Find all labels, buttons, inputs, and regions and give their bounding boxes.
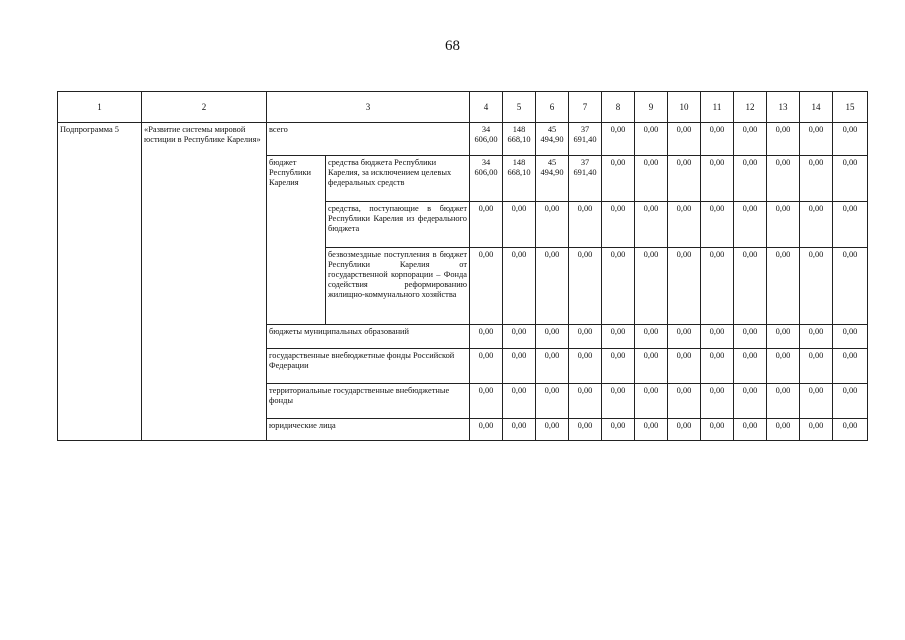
- row-label: безвозмездные поступления в бюджет Республики Карелия от государственной корпорации – Фонда содействия реформированию жилищно-коммунального хозяйства: [326, 248, 470, 325]
- value-cell: 0,00: [701, 123, 734, 156]
- row-label: территориальные государственные внебюджетные фонды: [267, 384, 470, 419]
- value-cell: 0,00: [701, 384, 734, 419]
- row-label: государственные внебюджетные фонды Российской Федерации: [267, 349, 470, 384]
- value-cell: 0,00: [470, 325, 503, 349]
- value-cell: 0,00: [602, 384, 635, 419]
- row-label: средства, поступающие в бюджет Республики Карелия из федерального бюджета: [326, 202, 470, 248]
- value-cell: 0,00: [701, 202, 734, 248]
- value-cell: 0,00: [569, 202, 602, 248]
- value-cell: 0,00: [833, 202, 868, 248]
- value-cell: 0,00: [668, 248, 701, 325]
- page-number: 68: [445, 38, 460, 54]
- value-cell: 0,00: [767, 384, 800, 419]
- header-cell: 15: [833, 92, 868, 123]
- value-cell: 0,00: [536, 325, 569, 349]
- header-cell: 6: [536, 92, 569, 123]
- header-cell: 2: [142, 92, 267, 123]
- value-cell: 0,00: [668, 419, 701, 441]
- value-cell: 0,00: [668, 349, 701, 384]
- value-cell: 0,00: [734, 248, 767, 325]
- value-cell: 0,00: [734, 123, 767, 156]
- value-cell: 0,00: [503, 419, 536, 441]
- value-cell: 0,00: [569, 248, 602, 325]
- value-cell: 0,00: [701, 419, 734, 441]
- value-cell: 0,00: [635, 156, 668, 202]
- value-cell: 0,00: [767, 123, 800, 156]
- value-cell: 0,00: [767, 202, 800, 248]
- budget-table: [57, 91, 868, 441]
- value-cell: 0,00: [569, 384, 602, 419]
- value-cell: 0,00: [800, 202, 833, 248]
- value-cell: 45 494,90: [536, 156, 569, 202]
- value-cell: 37 691,40: [569, 156, 602, 202]
- header-cell: 3: [267, 92, 470, 123]
- value-cell: 0,00: [767, 248, 800, 325]
- value-cell: 0,00: [734, 325, 767, 349]
- value-cell: 0,00: [800, 384, 833, 419]
- value-cell: 0,00: [734, 384, 767, 419]
- value-cell: 0,00: [734, 156, 767, 202]
- value-cell: 0,00: [503, 384, 536, 419]
- value-cell: 0,00: [602, 123, 635, 156]
- value-cell: 0,00: [833, 419, 868, 441]
- value-cell: 0,00: [767, 325, 800, 349]
- header-cell: 7: [569, 92, 602, 123]
- value-cell: 0,00: [536, 202, 569, 248]
- header-cell: 10: [668, 92, 701, 123]
- value-cell: 0,00: [569, 325, 602, 349]
- value-cell: 0,00: [833, 349, 868, 384]
- value-cell: 0,00: [602, 349, 635, 384]
- value-cell: 0,00: [635, 325, 668, 349]
- value-cell: 0,00: [536, 384, 569, 419]
- header-cell: 11: [701, 92, 734, 123]
- value-cell: 0,00: [470, 248, 503, 325]
- value-cell: 0,00: [833, 123, 868, 156]
- value-cell: 0,00: [668, 202, 701, 248]
- value-cell: 0,00: [668, 384, 701, 419]
- value-cell: 0,00: [767, 156, 800, 202]
- value-cell: 0,00: [635, 248, 668, 325]
- header-cell: 9: [635, 92, 668, 123]
- value-cell: 0,00: [800, 325, 833, 349]
- value-cell: 0,00: [503, 325, 536, 349]
- value-cell: 45 494,90: [536, 123, 569, 156]
- value-cell: 0,00: [503, 349, 536, 384]
- value-cell: 148 668,10: [503, 123, 536, 156]
- value-cell: 0,00: [668, 156, 701, 202]
- value-cell: 0,00: [800, 349, 833, 384]
- header-cell: 13: [767, 92, 800, 123]
- value-cell: 0,00: [635, 384, 668, 419]
- value-cell: 0,00: [503, 202, 536, 248]
- value-cell: 0,00: [701, 349, 734, 384]
- value-cell: 0,00: [536, 349, 569, 384]
- value-cell: 0,00: [602, 156, 635, 202]
- group-label: бюджет Республики Карелия: [267, 156, 326, 325]
- header-cell: 8: [602, 92, 635, 123]
- program-cell: Подпрограмма 5: [58, 123, 142, 441]
- value-cell: 34 606,00: [470, 123, 503, 156]
- value-cell: 0,00: [668, 123, 701, 156]
- value-cell: 0,00: [734, 419, 767, 441]
- value-cell: 0,00: [668, 325, 701, 349]
- header-cell: 1: [58, 92, 142, 123]
- value-cell: 0,00: [569, 419, 602, 441]
- value-cell: 0,00: [701, 156, 734, 202]
- value-cell: 0,00: [800, 248, 833, 325]
- value-cell: 0,00: [833, 156, 868, 202]
- value-cell: 0,00: [602, 202, 635, 248]
- row-label: всего: [267, 123, 470, 156]
- value-cell: 0,00: [602, 248, 635, 325]
- value-cell: 0,00: [767, 349, 800, 384]
- value-cell: 0,00: [701, 248, 734, 325]
- value-cell: 0,00: [800, 156, 833, 202]
- value-cell: 0,00: [734, 202, 767, 248]
- value-cell: 0,00: [602, 419, 635, 441]
- header-cell: 12: [734, 92, 767, 123]
- value-cell: 0,00: [602, 325, 635, 349]
- value-cell: 0,00: [701, 325, 734, 349]
- value-cell: 0,00: [800, 123, 833, 156]
- value-cell: 0,00: [470, 419, 503, 441]
- row-label: бюджеты муниципальных образований: [267, 325, 470, 349]
- value-cell: 0,00: [536, 248, 569, 325]
- program-name-cell: «Развитие системы мировой юстиции в Республике Карелия»: [142, 123, 267, 441]
- header-cell: 4: [470, 92, 503, 123]
- value-cell: 0,00: [767, 419, 800, 441]
- value-cell: 0,00: [800, 419, 833, 441]
- value-cell: 0,00: [635, 202, 668, 248]
- header-cell: 5: [503, 92, 536, 123]
- value-cell: 0,00: [833, 384, 868, 419]
- value-cell: 0,00: [470, 384, 503, 419]
- value-cell: 0,00: [470, 349, 503, 384]
- value-cell: 0,00: [470, 202, 503, 248]
- value-cell: 37 691,40: [569, 123, 602, 156]
- row-label: юридические лица: [267, 419, 470, 441]
- row-label: средства бюджета Республики Карелия, за исключением целевых федеральных средств: [326, 156, 470, 202]
- value-cell: 0,00: [833, 248, 868, 325]
- value-cell: 0,00: [569, 349, 602, 384]
- value-cell: 148 668,10: [503, 156, 536, 202]
- value-cell: 0,00: [503, 248, 536, 325]
- header-cell: 14: [800, 92, 833, 123]
- value-cell: 0,00: [635, 123, 668, 156]
- value-cell: 0,00: [635, 349, 668, 384]
- value-cell: 0,00: [536, 419, 569, 441]
- value-cell: 0,00: [734, 349, 767, 384]
- value-cell: 34 606,00: [470, 156, 503, 202]
- table-row: [58, 123, 868, 156]
- value-cell: 0,00: [635, 419, 668, 441]
- value-cell: 0,00: [833, 325, 868, 349]
- header-row: [58, 92, 868, 123]
